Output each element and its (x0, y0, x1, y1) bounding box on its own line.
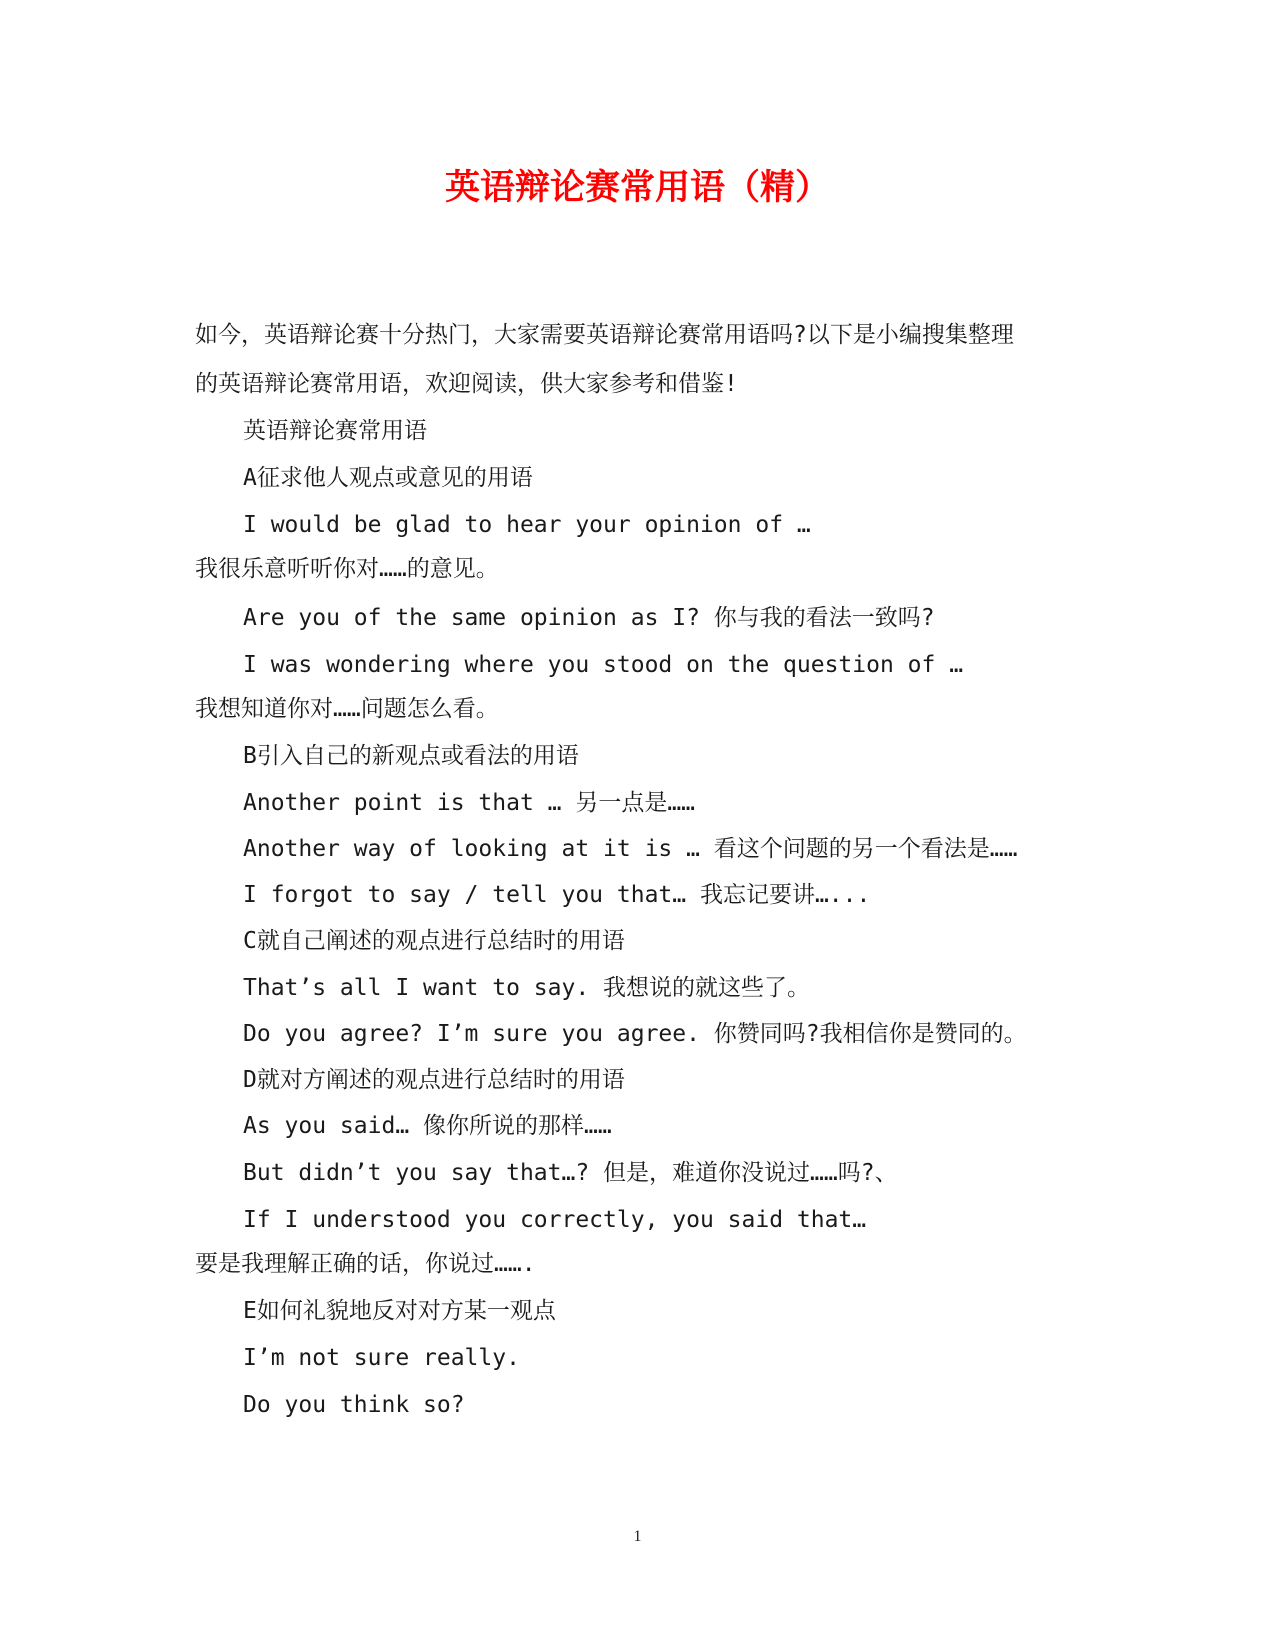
phrase-line: Do you agree? I’m sure you agree. 你赞同吗?我相信你是赞同的。 (243, 1021, 1027, 1047)
phrase-line: Another way of looking at it is … 看这个问题的另一个看法是…… (243, 836, 1018, 862)
phrase-line: Are you of the same opinion as I? 你与我的看法一致吗? (243, 605, 935, 631)
phrase-line: But didn’t you say that…? 但是，难道你没说过……吗?、 (243, 1160, 898, 1186)
phrase-line: I forgot to say / tell you that… 我忘记要讲…... (243, 882, 871, 908)
phrase-line: Another point is that … 另一点是…… (243, 790, 696, 816)
phrase-line: That’s all I want to say. 我想说的就这些了。 (243, 975, 811, 1001)
intro-line-2: 的英语辩论赛常用语，欢迎阅读，供大家参考和借鉴! (195, 371, 738, 397)
document-title: 英语辩论赛常用语（精） (444, 167, 830, 208)
translation-line: 我很乐意听听你对……的意见。 (195, 556, 499, 582)
subheading-d: D就对方阐述的观点进行总结时的用语 (243, 1067, 625, 1093)
section-heading: 英语辩论赛常用语 (243, 418, 427, 444)
translation-line: 要是我理解正确的话，你说过……. (195, 1251, 536, 1277)
subheading-c: C就自己阐述的观点进行总结时的用语 (243, 928, 625, 954)
subheading-a: A征求他人观点或意见的用语 (243, 465, 533, 491)
intro-line-1: 如今，英语辩论赛十分热门，大家需要英语辩论赛常用语吗?以下是小编搜集整理 (195, 322, 1014, 348)
phrase-line: As you said… 像你所说的那样…… (243, 1113, 612, 1139)
phrase-line: I was wondering where you stood on the question of … (243, 652, 964, 678)
phrase-line: I’m not sure really. (243, 1345, 520, 1371)
phrase-line: If I understood you correctly, you said that… (243, 1207, 867, 1233)
subheading-e: E如何礼貌地反对对方某一观点 (243, 1298, 556, 1324)
subheading-b: B引入自己的新观点或看法的用语 (243, 743, 579, 769)
phrase-line: I would be glad to hear your opinion of … (243, 512, 811, 538)
translation-line: 我想知道你对……问题怎么看。 (195, 696, 499, 722)
page-number: 1 (633, 1528, 642, 1545)
phrase-line: Do you think so? (243, 1392, 465, 1418)
